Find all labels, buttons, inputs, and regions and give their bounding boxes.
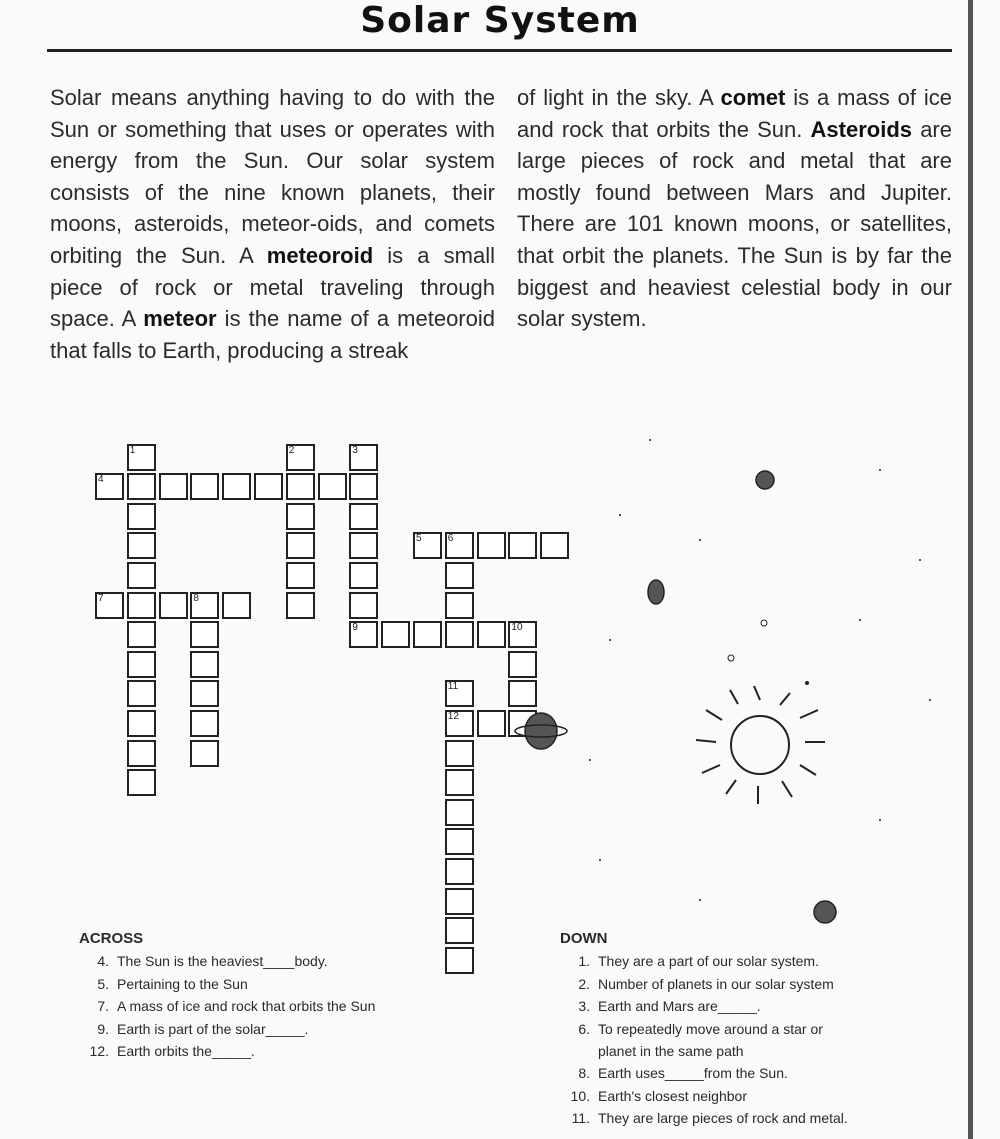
clue-number: 9: [352, 622, 358, 634]
clue-item: [560, 1062, 960, 1084]
sun-icon: [696, 686, 825, 804]
down-clues: [560, 928, 960, 1130]
clue-item-text: Earth uses_____from the Sun.: [598, 1065, 788, 1082]
clue-number: 4: [98, 474, 104, 486]
clue-item: [79, 950, 509, 972]
clue-number: 10: [511, 622, 523, 634]
clue-number: 5: [416, 533, 422, 545]
clue-item: [560, 1085, 960, 1107]
clue-item-number: 4.: [97, 953, 109, 970]
clue-item-text: Earth's closest neighbor: [598, 1087, 747, 1104]
clue-item-text: The Sun is the heaviest____body.: [117, 953, 328, 970]
clue-item-text: They are a part of our solar system.: [598, 953, 819, 970]
clue-item-number: 10.: [570, 1087, 590, 1104]
passage-term: comet: [720, 85, 786, 110]
clue-item: [79, 1040, 509, 1062]
down-heading: DOWN: [560, 930, 608, 947]
clue-item: [560, 995, 960, 1017]
passage-term: meteoroid: [266, 242, 374, 268]
clue-number: 7: [98, 592, 104, 604]
clue-number: 12: [447, 711, 459, 722]
passage-text: are large pieces of rock and metal that are mostly found between Mars and Jupiter. There are 101 known moons, or satellites, that orbit the planets. The Sun is by far the biggest and heaviest celestial body in our solar system.: [517, 116, 952, 332]
passage-text: is a small piece of rock or metal traveling through space. A: [50, 242, 495, 332]
clue-number: 1: [129, 444, 136, 456]
clue-item-number: 5.: [97, 975, 109, 992]
clue-item-number: 8.: [578, 1065, 590, 1082]
clue-item-number: 7.: [97, 998, 109, 1015]
clue-item-text: Earth is part of the solar_____.: [117, 1020, 309, 1037]
passage-text: Solar means anything having to do with the Sun or something that uses or operates with energy from the Sun. Our solar system consists of the nine known planets, their moons, asteroids, meteor-oids, and comets orbiting the Sun. A: [50, 85, 495, 268]
clue-item-text: A mass of ice and rock that orbits the Sun: [117, 998, 376, 1015]
clue-item-number: 1.: [578, 953, 590, 970]
clue-item-number: 12.: [89, 1043, 109, 1060]
clue-number: 11: [447, 681, 459, 693]
clue-item-number: 2.: [578, 975, 590, 992]
clue-item-text: Number of planets in our solar system: [598, 975, 834, 992]
clue-item: [560, 1107, 960, 1129]
clue-item: [560, 1018, 960, 1040]
clue-item-text: Pertaining to the Sun: [117, 975, 248, 992]
across-clues: [79, 928, 509, 1062]
clue-number: 6: [447, 533, 454, 545]
clue-item: [79, 995, 509, 1017]
clue-item-number: 9.: [97, 1020, 109, 1037]
clue-item: [79, 973, 509, 995]
clue-item: [560, 950, 960, 972]
passage-text: is the name of a meteoroid that falls to Earth, producing a streak: [50, 306, 495, 363]
clue-item-text: Earth and Mars are_____.: [598, 998, 761, 1015]
clue-item: [79, 1018, 509, 1040]
clue-item-text: They are large pieces of rock and metal.: [598, 1110, 848, 1127]
clue-item: [560, 973, 960, 995]
clue-number: 2: [288, 444, 295, 456]
passage-term: meteor: [143, 306, 217, 332]
clue-item-number: 6.: [578, 1020, 590, 1037]
passage-text: of light in the sky. A: [517, 85, 721, 110]
passage-term: Asteroids: [810, 116, 913, 142]
clue-item-number: 3.: [578, 998, 590, 1015]
clue-number: 8: [193, 592, 199, 604]
across-heading: ACROSS: [79, 930, 144, 947]
clue-item-number: 11.: [571, 1110, 590, 1127]
clue-item-text: planet in the same path: [598, 1043, 744, 1060]
passage-text: is a mass of ice and rock that orbits the Sun.: [517, 85, 953, 142]
clue-item: [560, 1040, 960, 1062]
page-title: Solar System: [360, 0, 640, 41]
clue-item-text: Earth orbits the_____.: [117, 1043, 255, 1060]
clue-item-text: To repeatedly move around a star or: [598, 1020, 823, 1037]
clue-number: 3: [352, 444, 358, 456]
